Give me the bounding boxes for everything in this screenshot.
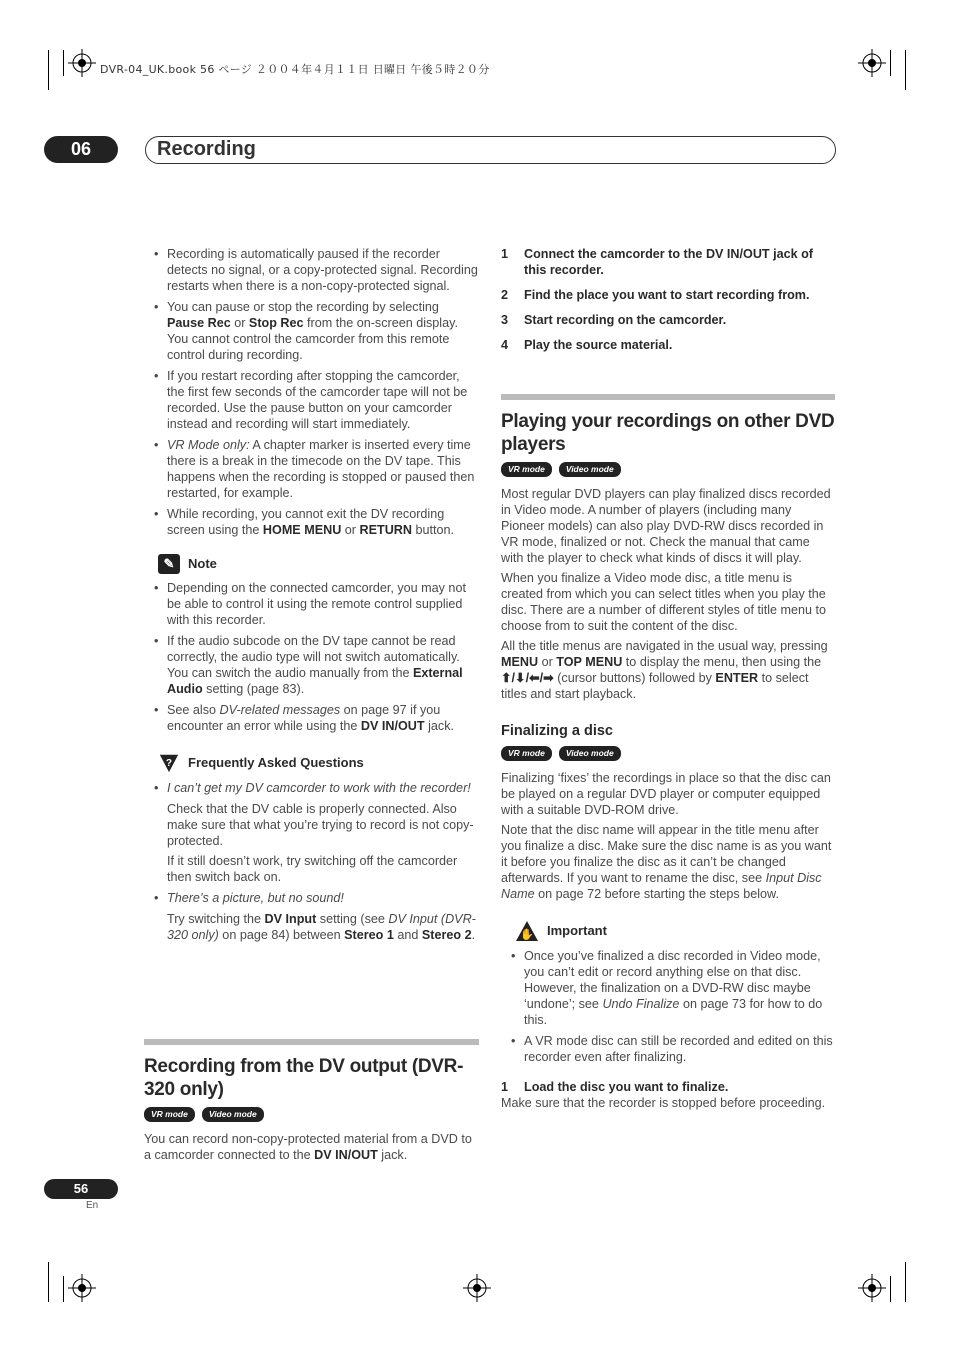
crop-mark xyxy=(905,1262,906,1302)
playing-section xyxy=(501,394,835,1115)
vr-mode-badge: VR mode xyxy=(144,1107,195,1122)
paragraph: Note that the disc name will appear in the title menu after you finalize a disc. Make sure the disc name is as you want it before you finalize the disc as it can’t be changed afterwards. If you want to rename the disc, see Input Disc Name on page 72 before starting the steps below. xyxy=(501,823,832,901)
crop-mark xyxy=(63,50,64,76)
crop-mark xyxy=(48,1262,49,1302)
recording-bullets xyxy=(144,246,479,538)
faq-answer: Try switching the DV Input setting (see DV Input (DVR-320 only) on page 84) between Stereo 1 and Stereo 2. xyxy=(167,912,476,942)
subsection-heading: Finalizing a disc xyxy=(501,723,613,739)
faq-icon xyxy=(158,752,180,774)
important-list xyxy=(501,948,835,1065)
paragraph: All the title menus are navigated in the usual way, pressing MENU or TOP MENU to display the menu, then using the ⬆/⬇/⬅/➡ (cursor buttons) followed by ENTER to select titles and start playback. xyxy=(501,639,828,701)
paragraph: Make sure that the recorder is stopped before proceeding. xyxy=(501,1096,826,1110)
vr-mode-badge: VR mode xyxy=(501,746,552,761)
faq-question: • I can’t get my DV camcorder to work with the recorder! xyxy=(144,780,479,796)
crop-mark xyxy=(890,1276,891,1302)
registration-mark-icon xyxy=(68,49,96,77)
step-item: 1 Load the disc you want to finalize. xyxy=(501,1080,729,1094)
paragraph: Finalizing ‘fixes’ the recordings in place so that the disc can be played on a regular DVD player or computer equipped with a suitable DVD-ROM drive. xyxy=(501,771,831,817)
note-heading xyxy=(158,554,479,574)
svg-text:?: ? xyxy=(165,757,173,769)
step-item: 4 Play the source material. xyxy=(501,338,673,352)
list-item: • Depending on the connected camcorder, you may not be able to control it using the remote control supplied with this recorder. xyxy=(144,580,479,628)
list-item: • If you restart recording after stopping the camcorder, the first few seconds of the camcorder tape will not be recorded. Use the pause button on your camcorder instead and recording will start immediately. xyxy=(144,368,479,432)
paragraph: When you finalize a Video mode disc, a title menu is created from which you can select titles when you play the disc. There are a number of different styles of title menu to choose from to suit the content of the disc. xyxy=(501,571,827,633)
faq-list xyxy=(144,780,479,796)
list-item: • Once you’ve finalized a disc recorded in Video mode, you can’t edit or record anything else on that disc. However, the finalization on a DVD-RW disc maybe ‘undone’; see Undo Finalize on page 73 for how to do this. xyxy=(501,948,835,1028)
registration-mark-icon xyxy=(68,1274,96,1302)
list-item: • While recording, you cannot exit the DV recording screen using the HOME MENU or RETURN button. xyxy=(144,506,479,538)
important-title: Important xyxy=(547,923,607,938)
crop-mark xyxy=(905,50,906,90)
book-header-line: DVR-04_UK.book 56 ページ ２００４年４月１１日 日曜日 午後５時２０分 xyxy=(100,63,490,76)
faq-heading xyxy=(158,752,479,774)
faq-question: • There’s a picture, but no sound! xyxy=(144,890,479,906)
list-item: • If the audio subcode on the DV tape cannot be read correctly, the audio type will not switch automatically. You can switch the audio manually from the External Audio setting (page 83). xyxy=(144,633,479,697)
note-list xyxy=(144,580,479,734)
list-item: • See also DV-related messages on page 97 if you encounter an error while using the DV IN/OUT jack. xyxy=(144,702,479,734)
step-item: 3 Start recording on the camcorder. xyxy=(501,313,727,327)
section-heading: Recording from the DV output (DVR-320 only) xyxy=(144,1056,464,1100)
step-item: 1 Connect the camcorder to the DV IN/OUT jack of this recorder. xyxy=(501,247,814,277)
mode-badges xyxy=(501,462,835,477)
important-heading xyxy=(515,920,835,942)
svg-text:✋: ✋ xyxy=(520,928,534,941)
section-heading: Playing your recordings on other DVD players xyxy=(501,411,835,455)
mode-badges xyxy=(144,1107,479,1122)
paragraph: You can record non-copy-protected material from a DVD to a camcorder connected to the DV IN/OUT jack. xyxy=(144,1132,472,1162)
registration-mark-icon xyxy=(858,49,886,77)
section-rule xyxy=(144,1039,479,1045)
crop-mark xyxy=(48,50,49,90)
list-item: • VR Mode only: A chapter marker is inserted every time there is a break in the timecode on the DV tape. This happens when the recording is stopped or paused then restarted, for example. xyxy=(144,437,479,501)
video-mode-badge: Video mode xyxy=(202,1107,264,1122)
page-language: En xyxy=(86,1200,99,1211)
video-mode-badge: Video mode xyxy=(559,462,621,477)
section-rule xyxy=(501,394,835,400)
video-mode-badge: Video mode xyxy=(559,746,621,761)
vr-mode-badge: VR mode xyxy=(501,462,552,477)
faq-answer: If it still doesn’t work, try switching off the camcorder then switch back on. xyxy=(167,854,458,884)
list-item: • You can pause or stop the recording by selecting Pause Rec or Stop Rec from the on-screen display. You cannot control the camcorder from this remote control during recording. xyxy=(144,299,479,363)
page-number-badge: 56 xyxy=(44,1179,118,1199)
dv-output-section xyxy=(144,1039,479,1167)
registration-mark-icon xyxy=(858,1274,886,1302)
list-item: • A VR mode disc can still be recorded and edited on this recorder even after finalizing. xyxy=(501,1033,835,1065)
registration-mark-icon xyxy=(463,1274,491,1302)
pencil-note-icon: ✎ xyxy=(158,554,180,574)
right-steps xyxy=(501,246,835,362)
left-column xyxy=(144,246,479,947)
paragraph: Most regular DVD players can play finalized discs recorded in Video mode. A number of players (including many Pioneer models) can also play DVD-RW discs recorded in VR mode, finalized or not. Check the manual that came with the player to check what kinds of discs it will play. xyxy=(501,487,831,565)
cursor-arrows-icon: ⬆/⬇/⬅/➡ xyxy=(501,671,554,685)
list-item: • Recording is automatically paused if the recorder detects no signal, or a copy-protected signal. Recording restarts when there is a non-copy-protected signal. xyxy=(144,246,479,294)
step-item: 2 Find the place you want to start recording from. xyxy=(501,288,810,302)
crop-mark xyxy=(63,1276,64,1302)
faq-list xyxy=(144,890,479,906)
note-title: Note xyxy=(188,556,217,571)
mode-badges xyxy=(501,746,835,761)
warning-hand-icon xyxy=(515,920,539,942)
faq-title: Frequently Asked Questions xyxy=(188,755,364,770)
faq-answer: Check that the DV cable is properly connected. Also make sure that what you’re trying to record is not copy-protected. xyxy=(167,802,474,848)
crop-mark xyxy=(890,50,891,76)
chapter-title: Recording xyxy=(157,138,256,160)
chapter-number-badge: 06 xyxy=(44,136,118,163)
